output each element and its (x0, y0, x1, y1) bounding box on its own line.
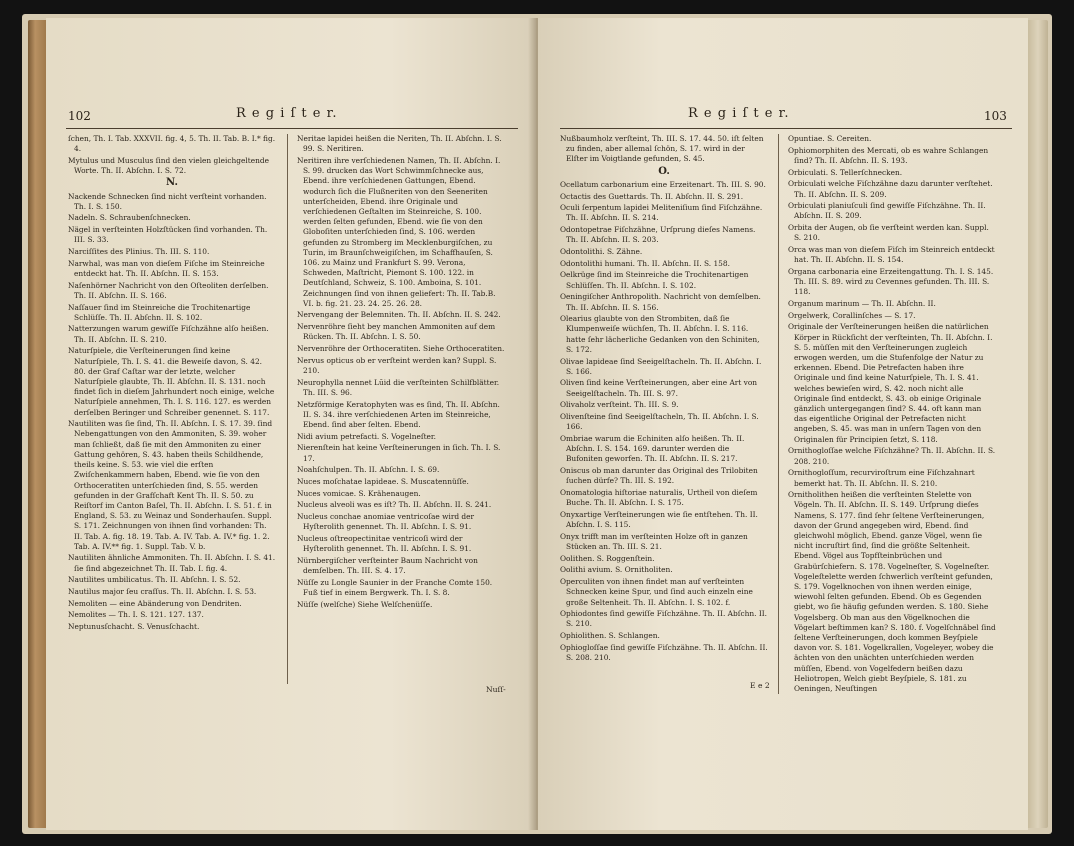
index-entry: Neurophylla nennet Lūid die verſteinten Schilfblätter. Th. III. S. 96. (297, 377, 500, 397)
index-entry: Orbita der Augen, ob ſie verſteint werden kan. Suppl. S. 210. (788, 223, 989, 243)
index-entry: Nervenröhre der Orthoceratiten. Siehe Orthoceratiten. (297, 344, 505, 354)
index-entry: Naſenhörner Nachricht von den Oſteoliten derſelben. Th. II. Abſchn. II. S. 166. (68, 280, 269, 300)
index-entry: Ophiomorphiten des Mercati, ob es wahre Schlangen ſind? Th. II. Abſchn. II. S. 193. (788, 145, 989, 165)
index-entry: Ornitholithen heißen die verſteinten Stelette von Vögeln. Th. II. Abſchn. II. S. 149. Urſprung dieſes Namens, S. 177. ſind ſehr ſeltene Verſteinerungen, davon der Grund angegeben wird, Ebend. ſind gleichwohl möglich, Ebend. ganze Vögel, wenn ſie nicht incruſtirt ſind, ſind die größte Seltenheit. Ebend. Vögel aus Topfſteinbrüchen und Grabürſchiefern. S. 178. Vogelneſter, S. Vogelneſter. Vogeleſtelette werden ſchwerlich verſteint gefunden, S. 179. Vogelknochen von ihnen werden einige, wiewohl ſelten gefunden. Ebend. Ob es Gegenden giebt, wo ſie häufig gefunden werden. S. 180. Siehe Vogelsberg. Ob man aus den Vögelknochen die Vögelart beſtimmen kan? S. 180. f. Vogelſchnäbel ſind ſeltene Verſteinerungen, doch kommen Beyſpiele davon vor. S. 181. Vogelkrallen, Vogeleyer, wobey die ächten von den unächten unterſchieden werden müſſen, Ebend. von Vogelfedern beißen dazu Heliotropen, Welch giebt Beyſpiele, S. 181. zu Oeningen, Neuſtingen (788, 490, 996, 694)
index-entry: Oeningiſcher Anthropolith. Nachricht von demſelben. Th. II. Abſchn. II. S. 156. (560, 292, 761, 312)
index-entry: Natterzungen warum gewiſſe Fiſchzähne alſo heißen. Th. II. Abſchn. II. S. 210. (68, 324, 269, 344)
index-column-2 (297, 134, 505, 611)
page-edge-right (1028, 20, 1048, 828)
index-entry: Onyxartige Verſteinerungen wie ſie entſtehen. Th. II. Abſchn. I. S. 115. (560, 509, 758, 530)
header-rule (66, 128, 518, 129)
index-entry: Orbiculati. S. Tellerſchnecken. (788, 167, 903, 177)
index-entry: Nüſſe zu Longle Saunier in der Franche Comte 150. Fuß tief in einem Bergwerk. Th. I. S. 8. (297, 577, 493, 598)
index-entry: Nucleus conchae anomiae ventricoſae wird der Hyſterolith genennet. Th. II. Abſchn. I. S. 91. (297, 512, 475, 532)
running-head: R e g i ſ t e r. (236, 106, 338, 121)
section-letter: N. (166, 177, 178, 189)
index-entry: Orca was man von dieſem Fiſch im Steinreich entdeckt hat. Th. II. Abſchn. II. S. 154. (788, 245, 995, 265)
index-entry: Narciſſites des Plinius. Th. III. S. 110. (68, 247, 210, 257)
index-entry: Nuces moſchatae lapideae. S. Muscatennüſſe. (297, 477, 469, 486)
index-entry: Oolithen. S. Roggenſtein. (560, 553, 655, 563)
index-entry: Nervenröhre ſieht bey manchen Ammoniten auf dem Rücken. Th. II. Abſchn. I. S. 50. (297, 322, 496, 342)
index-entry: Nautilites umbilicatus. Th. II. Abſchn. I. S. 52. (68, 575, 241, 585)
index-entry: Neptunusſchacht. S. Venusſchacht. (68, 622, 200, 632)
index-column-1 (560, 134, 768, 665)
index-entry: Neritiren ihre verſchiedenen Namen, Th. II. Abſchn. I. S. 99. drucken das Wort Schwimmſchnecke aus, Ebend. ihre verſchiedenen Gattungen, Ebend. wodurch ſich die Flußneriten von den Seeneriten unterſcheiden, Ebend. ihre Originale und verſchiedenen Geſtalten im Steinreiche, S. 100. werden ſelten gefunden, Ebend. wie ſie von den Globoſiten unterſchieden ſind, S. 106. werden gefunden zu Stromberg im Mecklenburgiſchen, zu Turin, im Braunſchweigiſchen, im Schaffhauſen, S. 106. zu Mainz und Frankfurt S. 99. Verona, Schweden, Maſtricht, Piemont S. 100. 122. in Deutſchland, Schweiz, S. 100. Amboina, S. 101. Zeichnungen ſind von ihnen geliefert: Th. II. Tab.B. VI. b. fig. 21. 23. 24. 25. 26. 28. (297, 155, 501, 308)
index-entry: Ocellatum carbonarium eine Erzeitenart. Th. III. S. 90. (560, 179, 766, 189)
page-edge-left (28, 20, 46, 828)
index-entry: Nuces vomicae. S. Krähenaugen. (297, 488, 421, 498)
index-entry: Onyx trifft man im verſteinten Holze oft in ganzen Stücken an. Th. III. S. 21. (560, 531, 748, 552)
left-page (46, 18, 536, 830)
index-entry: Odontolithi humani. Th. II. Abſchn. II. S. 158. (560, 258, 730, 268)
index-entry: Nackende Schnecken ſind nicht verſteint vorhanden. Th. I. S. 150. (68, 191, 267, 211)
index-entry: Odontolithi. S. Zähne. (560, 247, 643, 257)
index-entry: Noahſchulpen. Th. II. Abſchn. I. S. 69. (297, 465, 440, 475)
page-number: 102 (68, 109, 91, 123)
index-entry: Nervengang der Belemniten. Th. II. Abſchn. II. S. 242. (297, 310, 501, 320)
index-entry: Neritae lapidei heißen die Neriten, Th. II. Abſchn. I. S. 99. S. Neritiren. (297, 134, 502, 154)
index-entry: Nautilus major ſeu craſſus. Th. II. Abſchn. I. S. 53. (68, 587, 257, 597)
page-number: 103 (984, 109, 1007, 123)
index-entry: Ophiolithen. S. Schlangen. (560, 631, 660, 641)
index-entry: Ombriae warum die Echiniten alſo heißen. Th. II. Abſchn. I. S. 154. 169. darunter werden die Bufoniten geworfen. Th. II. Abſchn. II. S. 217. (560, 433, 745, 464)
index-entry: Oculi ſerpentum lapidei Meliteniſium ſind Fiſchzähne. Th. II. Abſchn. II. S. 214. (560, 203, 763, 223)
index-entry: ſchen, Th. I. Tab. XXXVII. fig. 4, 5. Th. II. Tab. B. I.* fig. 4. (68, 134, 276, 154)
index-entry: Nemolites — Th. I. S. 121. 127. 137. (68, 610, 204, 620)
index-entry: Nägel in verſteinten Holzſtücken ſind vorhanden. Th. III. S. 33. (68, 225, 268, 245)
index-entry: Ornithogloſſum, recurviroſtrum eine Fiſchzahnart bemerkt hat. Th. II. Abſchn. II. S. 210. (788, 468, 975, 488)
index-entry: Nucleus oſtreopectinitae ventricoſi wird der Hyſterolith genennet. Th. II. Abſchn. I. S. 91. (297, 534, 472, 554)
index-entry: Ornithogloſſae welche Fiſchzähne? Th. II. Abſchn. II. S. 208. 210. (788, 446, 996, 466)
index-entry: Opuntiae. S. Cereiten. (788, 134, 872, 143)
index-entry: Nußbaumholz verſteint, Th. III. S. 17. 44. 50. iſt ſelten zu finden, aber allemal ſchön, S. 17. wird in der Elſter im Voigtlande gefunden, S. 45. (560, 134, 764, 164)
index-entry: Nautiliten ähnliche Ammoniten. Th. II. Abſchn. I. S. 41. ſie ſind abgezeichnet Th. II. Tab. I. fig. 4. (68, 553, 276, 573)
index-entry: Organum marinum — Th. II. Abſchn. II. (788, 299, 936, 309)
index-entry: Olearius glaubte von den Strombiten, daß ſie Klumpenweiſe wüchſen, Th. II. Abſchn. I. S. 116. hatte ſehr lächerliche Gedanken von den Schiniten, S. 172. (560, 314, 760, 354)
index-entry: Orbiculati planiuſculi ſind gewiſſe Fiſchzähne. Th. II. Abſchn. II. S. 209. (788, 201, 986, 221)
index-entry: Odontopetrae Fiſchzähne, Urſprung dieſes Namens. Th. II. Abſchn. II. S. 203. (560, 225, 756, 245)
catchword: Nuſſ- (486, 685, 506, 694)
index-entry: Originale der Verſteinerungen heißen die natürlichen Körper in Rückſicht der verſteinten, Th. II. Abſchn. I. S. 5. müſſen mit den Verſteinerungen zugleich erwogen werden, um die Stufenfolge der Natur zu erkennen. Ebend. Die Petrefacten haben ihre Originale und ſind keine Naturſpiele, Th. I. S. 41. welches bewieſen wird, S. 42. noch nicht alle Originale ſind entdeckt, S. 43. ob einige Originale gänzlich untergegangen ſind? S. 44. oft kann man das eigentliche Original der Petrefacten nicht angeben, S. 45. was man in unſern Tagen von den Originalen für Principien ſetzt, S. 118. (788, 322, 993, 444)
index-entry: Organa carbonaria eine Erzeitengattung. Th. I. S. 145. Th. III. S. 89. wird zu Cevennes gefunden. Th. III. S. 118. (788, 266, 994, 297)
index-entry: Oliven ſind keine Verſteinerungen, aber eine Art von Seeigelſtacheln. Th. III. S. 97. (560, 378, 758, 398)
index-column-1 (68, 134, 276, 634)
header-rule (560, 128, 1012, 129)
index-column-2 (788, 134, 996, 696)
signature-mark: E e 2 (750, 681, 770, 690)
index-entry: Onomatologia hiſtoriae naturalis, Urtheil von dieſem Buche. Th. II. Abſchn. I. S. 175. (560, 488, 758, 508)
index-entry: Mytulus und Musculus ſind den vielen gleichgeltende Worte. Th. II. Abſchn. I. S. 72. (68, 155, 269, 176)
right-page (538, 18, 1028, 830)
column-divider (287, 134, 288, 684)
index-entry: Netzförmige Keratophyten was es ſind, Th. II. Abſchn. II. S. 34. ihre verſchiedenen Arten im Steinreiche, Ebend. ſind aber ſelten. Ebend. (297, 399, 500, 429)
index-entry: Orbiculati welche Fiſchzähne dazu darunter verſtehet. Th. II. Abſchn. II. S. 209. (788, 179, 993, 199)
column-divider (778, 134, 779, 694)
index-entry: Ophiogloſſae ſind gewiſſe Fiſchzähne. Th. II. Abſchn. II. S. 208. 210. (560, 642, 768, 663)
index-entry: Olivaholz verſteint. Th. III. S. 9. (560, 400, 679, 410)
running-head: R e g i ſ t e r. (688, 106, 790, 121)
index-entry: Nucleus alveoli was es iſt? Th. II. Abſchn. II. S. 241. (297, 500, 492, 510)
index-entry: Nadeln. S. Schraubenſchnecken. (68, 213, 191, 223)
index-entry: Narwhal, was man von dieſem Fiſche im Steinreiche entdeckt hat. Th. II. Abſchn. II. S. 153. (68, 258, 265, 278)
index-entry: Oniscus ob man darunter das Original des Trilobiten ſuchen dürfe? Th. III. S. 192. (560, 466, 758, 486)
index-entry: Nürnbergiſcher verſteinter Baum Nachricht von demſelben. Th. III. S. 4. 17. (297, 555, 478, 576)
index-entry: Octactis des Guettards. Th. II. Abſchn. II. S. 291. (560, 191, 744, 201)
index-entry: Naſſauer ſind im Steinreiche die Trochitenartige Schlüſſe. Th. II. Abſchn. II. S. 102. (68, 302, 251, 322)
index-entry: Nemoliten — eine Abänderung von Dendriten. (68, 598, 242, 608)
index-entry: Naturſpiele, die Verſteinerungen ſind keine Naturſpiele, Th. I. S. 41. die Beweiſe davon, S. 42. 80. der Graf Caſtar war der letzte, welcher Naturſpiele glaubte, Th. II. Abſchn. II. S. 131. noch findet ſich in dieſem Jahrhundert noch einige, welche Naturſpiele annehmen, Th. I. S. 116. 127. es werden derſelben Beringer und Schreiber genennet. S. 117. (68, 346, 275, 417)
index-entry: Nierenſtein hat keine Verſteinerungen in ſich. Th. I. S. 17. (297, 443, 501, 463)
index-entry: Oelkrüge ſind im Steinreiche die Trochitenartigen Schlüſſen. Th. II. Abſchn. I. S. 102. (560, 270, 749, 290)
index-entry: Nervus opticus ob er verſteint werden kan? Suppl. S. 210. (297, 355, 497, 375)
section-letter: O. (658, 165, 670, 177)
index-entry: Orgelwerk, Corallinſches — S. 17. (788, 310, 916, 320)
index-entry: Ophiodontes ſind gewiſſe Fiſchzähne. Th. II. Abſchn. II. S. 210. (560, 609, 768, 629)
index-entry: Olivae lapideae ſind Seeigelſtacheln. Th. II. Abſchn. I. S. 166. (560, 356, 762, 376)
index-entry: Nüſſe (welſche) Siehe Welſchenüſſe. (297, 599, 433, 609)
index-entry: Operculiten von ihnen findet man auf verſteinten Schnecken keine Spur, und ſind auch einzeln eine große Seltenheit. Th. II. Abſchn. I. S. 102. f. (560, 577, 753, 607)
index-entry: Nidi avium petrefacti. S. Vogelneſter. (297, 431, 436, 441)
index-entry: Nautiliten was ſie ſind, Th. II. Abſchn. I. S. 17. 39. ſind Nebengattungen von den Ammoniten, S. 39. woher man ſchließt, daß ſie mit den Ammoniten zu einer Gattung gehören, S. 43. haben theils Schildhende, theils keine. S. 53. wie viel die erſten Zwiſchenkammern haben, Ebend. wie ſie von den Orthoceratiten unterſchieden ſind, S. 55. werden gefunden in der Grafſchaft Kent Th. II. S. 50. zu Reiſtorf im Canton Baſel, Th. II. Abſchn. I. S. 51. f. in England, S. 53. zu Weinaz und Sonderhauſen. Suppl. S. 171. Zeichnungen von ihnen ſind vorhanden: Th. II. Tab. A. fig. 18. 19. Tab. A. IV. Tab. A. IV.* fig. 1. 2. Tab. A. IV.** fig. 1. Suppl. Tab. V. b. (68, 419, 273, 551)
index-entry: Oolithi avium. S. Ornitholiten. (560, 565, 673, 575)
index-entry: Olivenſteine ſind Seeigelſtacheln, Th. II. Abſchn. I. S. 166. (560, 412, 759, 432)
